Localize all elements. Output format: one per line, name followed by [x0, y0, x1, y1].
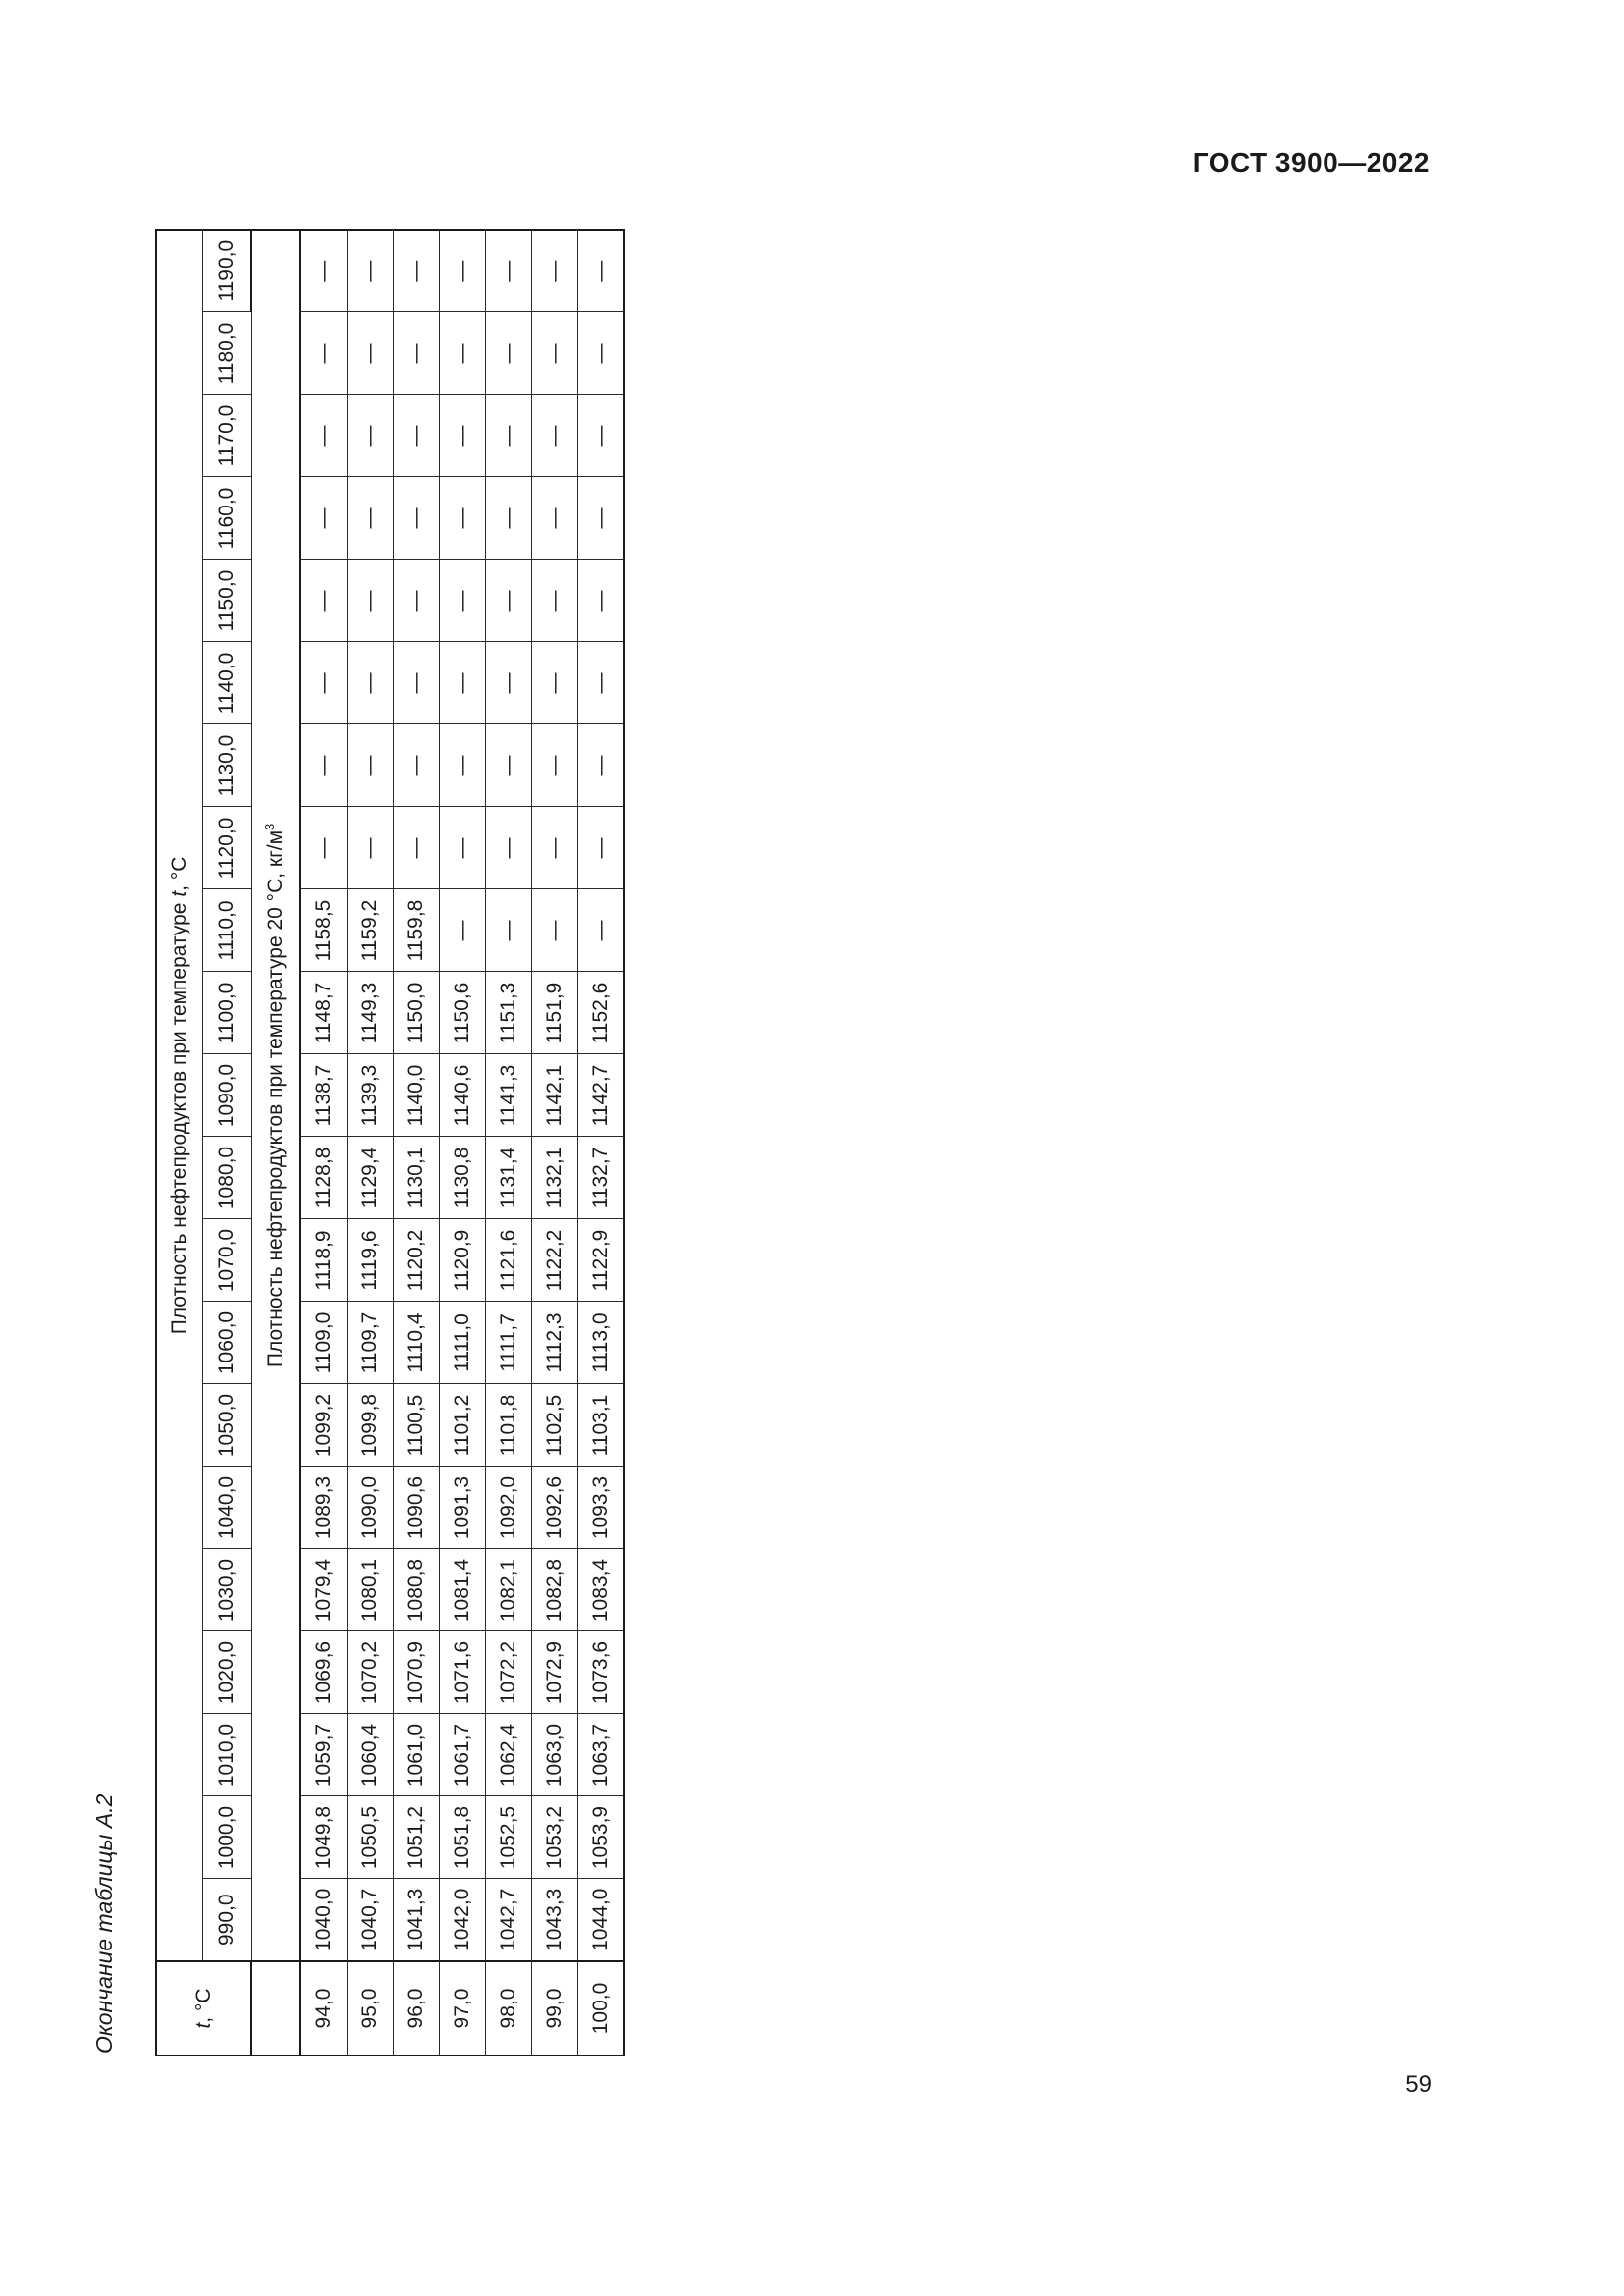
density-table — [155, 229, 625, 2056]
table-cell: — — [440, 889, 486, 972]
table-cell: 1150,0 — [394, 972, 440, 1054]
table-cell: 1061,7 — [440, 1714, 486, 1796]
table-cell: 1122,9 — [578, 1219, 625, 1302]
table-cell: — — [348, 560, 394, 642]
column-header-cell: 1100,0 — [203, 972, 252, 1054]
table-cell: — — [578, 230, 625, 312]
row-temperature-cell: 96,0 — [394, 1961, 440, 2056]
table-cell: 1109,0 — [300, 1302, 348, 1384]
table-cell: 1152,6 — [578, 972, 625, 1054]
table-cell: 1102,5 — [532, 1384, 578, 1467]
table-cell: 1049,8 — [300, 1796, 348, 1879]
table-cell: 1072,9 — [532, 1631, 578, 1714]
row-temperature-cell: 95,0 — [348, 1961, 394, 2056]
table-caption: Окончание таблицы А.2 — [91, 1793, 117, 2054]
table-cell: — — [440, 807, 486, 889]
table-cell: 1091,3 — [440, 1467, 486, 1549]
table-cell: 1042,0 — [440, 1879, 486, 1961]
table-cell: — — [348, 312, 394, 395]
table-cell: 1120,2 — [394, 1219, 440, 1302]
table-cell: 1061,0 — [394, 1714, 440, 1796]
table-row — [300, 230, 348, 2056]
table-cell: — — [300, 312, 348, 395]
table-cell: 1150,6 — [440, 972, 486, 1054]
column-header-cell: 1110,0 — [203, 889, 252, 972]
table-cell: — — [300, 560, 348, 642]
table-cell: 1141,3 — [486, 1054, 532, 1137]
table-cell: — — [532, 724, 578, 807]
table-cell: — — [532, 477, 578, 560]
table-cell: 1118,9 — [300, 1219, 348, 1302]
table-row — [348, 230, 394, 2056]
table-cell: — — [394, 642, 440, 724]
column-header-cell: 1080,0 — [203, 1137, 252, 1219]
table-cell: 1044,0 — [578, 1879, 625, 1961]
table-cell: — — [300, 807, 348, 889]
column-header-cell: 1180,0 — [203, 312, 252, 395]
table-cell: 1071,6 — [440, 1631, 486, 1714]
table-cell: — — [440, 395, 486, 477]
column-header-cell: 1000,0 — [203, 1796, 252, 1879]
table-cell: — — [440, 724, 486, 807]
table-row — [440, 230, 486, 2056]
table-cell: — — [348, 807, 394, 889]
table-cell: — — [394, 724, 440, 807]
table-cell: — — [348, 230, 394, 312]
table-cell: — — [486, 477, 532, 560]
table-cell: 1090,0 — [348, 1467, 394, 1549]
table-cell: 1069,6 — [300, 1631, 348, 1714]
column-header-cell: 1040,0 — [203, 1467, 252, 1549]
table-cell: 1151,9 — [532, 972, 578, 1054]
table-cell: 1083,4 — [578, 1549, 625, 1631]
rotated-table-container — [155, 231, 619, 2056]
table-row — [486, 230, 532, 2056]
table-cell: 1142,1 — [532, 1054, 578, 1137]
column-header-cell: 1020,0 — [203, 1631, 252, 1714]
column-header-cell: 990,0 — [203, 1879, 252, 1961]
table-cell: — — [440, 312, 486, 395]
table-cell: 1139,3 — [348, 1054, 394, 1137]
table-cell: 1158,5 — [300, 889, 348, 972]
table-cell: 1120,9 — [440, 1219, 486, 1302]
table-cell: — — [486, 560, 532, 642]
table-cell: 1079,4 — [300, 1549, 348, 1631]
table-cell: — — [578, 395, 625, 477]
table-cell: 1112,3 — [532, 1302, 578, 1384]
table-cell: 1099,2 — [300, 1384, 348, 1467]
table-cell: 1132,1 — [532, 1137, 578, 1219]
table-cell: 1063,7 — [578, 1714, 625, 1796]
row-temperature-cell: 99,0 — [532, 1961, 578, 2056]
table-cell: 1050,5 — [348, 1796, 394, 1879]
table-cell: — — [578, 560, 625, 642]
table-cell: — — [394, 560, 440, 642]
table-cell: 1151,3 — [486, 972, 532, 1054]
document-code: ГОСТ 3900—2022 — [1192, 147, 1430, 178]
table-cell: 1140,6 — [440, 1054, 486, 1137]
table-cell: — — [532, 312, 578, 395]
table-cell: 1051,8 — [440, 1796, 486, 1879]
table-cell: 1060,4 — [348, 1714, 394, 1796]
column-header-cell: 1120,0 — [203, 807, 252, 889]
table-cell: 1138,7 — [300, 1054, 348, 1137]
table-cell: 1128,8 — [300, 1137, 348, 1219]
table-cell: 1122,2 — [532, 1219, 578, 1302]
table-cell: — — [486, 230, 532, 312]
table-cell: — — [578, 807, 625, 889]
table-cell: 1080,8 — [394, 1549, 440, 1631]
table-cell: — — [486, 312, 532, 395]
table-cell: 1099,8 — [348, 1384, 394, 1467]
table-cell: — — [348, 395, 394, 477]
table-cell: — — [300, 477, 348, 560]
table-cell: — — [348, 477, 394, 560]
table-cell: — — [532, 889, 578, 972]
table-cell: — — [300, 724, 348, 807]
table-cell: 1062,4 — [486, 1714, 532, 1796]
table-row — [532, 230, 578, 2056]
table-cell: 1082,1 — [486, 1549, 532, 1631]
table-cell: — — [578, 724, 625, 807]
column-header-cell: 1150,0 — [203, 560, 252, 642]
table-cell: 1159,8 — [394, 889, 440, 972]
group-title: Плотность нефтепродуктов при температуре t, °C — [156, 230, 203, 1961]
table-cell: — — [394, 807, 440, 889]
table-cell: — — [486, 889, 532, 972]
table-cell: 1070,9 — [394, 1631, 440, 1714]
table-cell: — — [532, 395, 578, 477]
table-row — [578, 230, 625, 2056]
table-cell: 1073,6 — [578, 1631, 625, 1714]
table-cell: 1070,2 — [348, 1631, 394, 1714]
table-cell: 1103,1 — [578, 1384, 625, 1467]
column-header-cell: 1140,0 — [203, 642, 252, 724]
table-cell: — — [578, 477, 625, 560]
table-cell: 1090,6 — [394, 1467, 440, 1549]
table-cell: 1063,0 — [532, 1714, 578, 1796]
table-cell: 1053,9 — [578, 1796, 625, 1879]
column-values-row — [203, 230, 252, 2056]
table-cell: — — [348, 642, 394, 724]
table-cell: 1080,1 — [348, 1549, 394, 1631]
table-cell: — — [578, 889, 625, 972]
temperature-column-header: t, °C — [156, 1961, 251, 2056]
table-cell: 1129,4 — [348, 1137, 394, 1219]
column-header-cell: 1130,0 — [203, 724, 252, 807]
subheader: Плотность нефтепродуктов при температуре 20 °C, $кг/м^3$ — [251, 230, 300, 1961]
table-cell: — — [578, 642, 625, 724]
table-cell: 1119,6 — [348, 1219, 394, 1302]
table-cell: 1041,3 — [394, 1879, 440, 1961]
table-cell: — — [348, 724, 394, 807]
table-cell: 1101,8 — [486, 1384, 532, 1467]
table-cell: 1109,7 — [348, 1302, 394, 1384]
table-cell: — — [440, 230, 486, 312]
table-cell: 1113,0 — [578, 1302, 625, 1384]
table-cell: 1111,7 — [486, 1302, 532, 1384]
table-cell: 1111,0 — [440, 1302, 486, 1384]
page-number: 59 — [1405, 2071, 1432, 2098]
subheader-spacer — [251, 1961, 300, 2056]
table-cell: 1040,7 — [348, 1879, 394, 1961]
table-cell: 1100,5 — [394, 1384, 440, 1467]
table-cell: — — [394, 230, 440, 312]
table-cell: 1042,7 — [486, 1879, 532, 1961]
table-cell: — — [440, 642, 486, 724]
table-cell: 1092,6 — [532, 1467, 578, 1549]
table-cell: 1092,0 — [486, 1467, 532, 1549]
column-header-cell: 1030,0 — [203, 1549, 252, 1631]
table-cell: 1043,3 — [532, 1879, 578, 1961]
table-cell: 1101,2 — [440, 1384, 486, 1467]
table-cell: — — [440, 477, 486, 560]
table-cell: — — [394, 477, 440, 560]
table-cell: 1159,2 — [348, 889, 394, 972]
column-header-cell: 1160,0 — [203, 477, 252, 560]
table-cell: — — [532, 642, 578, 724]
table-cell: 1081,4 — [440, 1549, 486, 1631]
table-cell: — — [486, 724, 532, 807]
row-temperature-cell: 97,0 — [440, 1961, 486, 2056]
table-cell: 1082,8 — [532, 1549, 578, 1631]
table-cell: 1130,8 — [440, 1137, 486, 1219]
column-header-cell: 1060,0 — [203, 1302, 252, 1384]
table-cell: 1140,0 — [394, 1054, 440, 1137]
row-temperature-cell: 100,0 — [578, 1961, 625, 2056]
table-cell: — — [486, 642, 532, 724]
table-cell: — — [532, 807, 578, 889]
table-cell: 1142,7 — [578, 1054, 625, 1137]
table-cell: 1110,4 — [394, 1302, 440, 1384]
table-cell: — — [300, 395, 348, 477]
table-cell: 1072,2 — [486, 1631, 532, 1714]
column-header-cell: 1190,0 — [203, 230, 252, 312]
column-header-cell: 1010,0 — [203, 1714, 252, 1796]
table-cell: 1121,6 — [486, 1219, 532, 1302]
table-cell: 1148,7 — [300, 972, 348, 1054]
table-cell: — — [578, 312, 625, 395]
table-cell: 1089,3 — [300, 1467, 348, 1549]
table-cell: — — [532, 230, 578, 312]
table-cell: 1131,4 — [486, 1137, 532, 1219]
row-temperature-cell: 94,0 — [300, 1961, 348, 2056]
table-row — [394, 230, 440, 2056]
table-cell: — — [532, 560, 578, 642]
column-header-cell: 1050,0 — [203, 1384, 252, 1467]
table-cell: 1149,3 — [348, 972, 394, 1054]
table-cell: 1132,7 — [578, 1137, 625, 1219]
table-cell: — — [394, 312, 440, 395]
column-header-cell: 1090,0 — [203, 1054, 252, 1137]
table-cell: — — [394, 395, 440, 477]
table-cell: 1052,5 — [486, 1796, 532, 1879]
table-cell: 1093,3 — [578, 1467, 625, 1549]
table-cell: — — [300, 642, 348, 724]
table-cell: 1051,2 — [394, 1796, 440, 1879]
table-cell: — — [440, 560, 486, 642]
column-header-cell: 1170,0 — [203, 395, 252, 477]
table-cell: 1130,1 — [394, 1137, 440, 1219]
column-header-cell: 1070,0 — [203, 1219, 252, 1302]
table-cell: 1053,2 — [532, 1796, 578, 1879]
table-cell: 1040,0 — [300, 1879, 348, 1961]
table-cell: 1059,7 — [300, 1714, 348, 1796]
table-cell: — — [486, 807, 532, 889]
row-temperature-cell: 98,0 — [486, 1961, 532, 2056]
table-cell: — — [486, 395, 532, 477]
table-cell: — — [300, 230, 348, 312]
